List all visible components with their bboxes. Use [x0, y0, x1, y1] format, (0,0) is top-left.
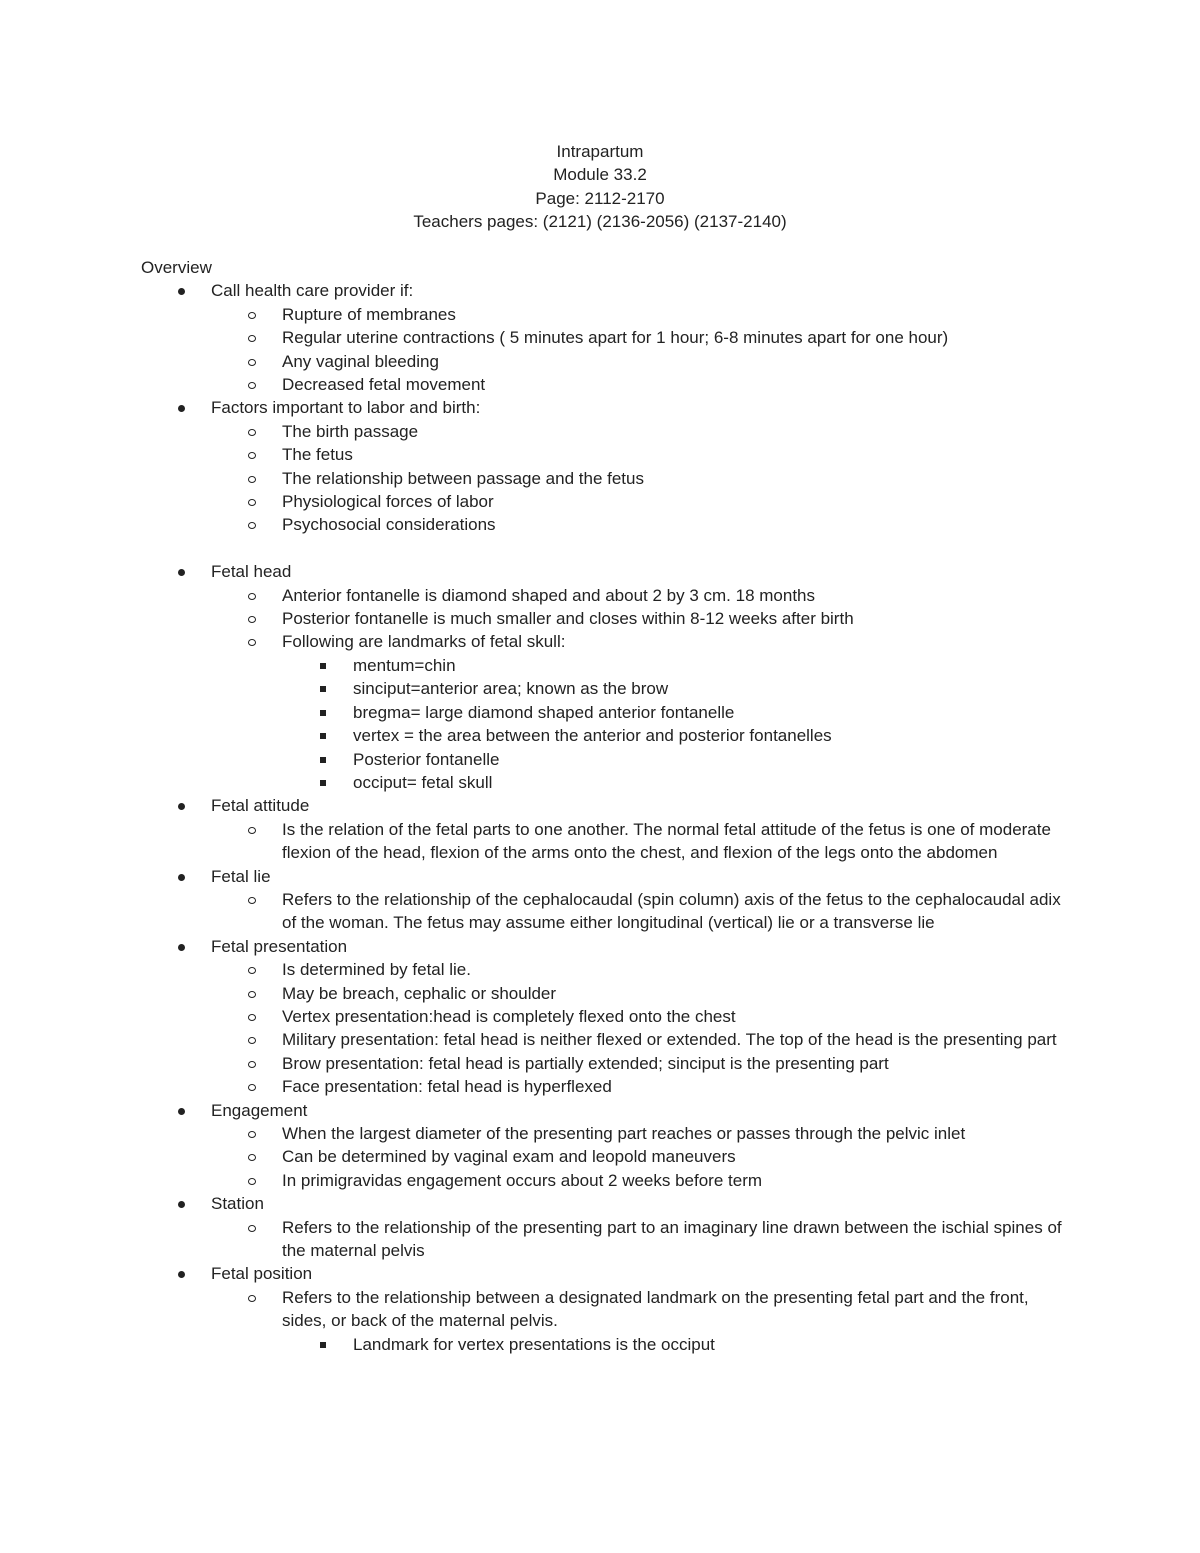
list-item [141, 935, 1071, 1099]
document-header [0, 140, 1200, 234]
list-item-text: Regular uterine contractions ( 5 minutes apart for 1 hour; 6-8 minutes apart for one hour) [282, 328, 949, 348]
circle-bullet-icon [248, 476, 256, 483]
overview-heading: Overview [141, 258, 212, 277]
square-bullet-icon [320, 1342, 326, 1348]
list-item-text: In primigravidas engagement occurs about 2 weeks before term [282, 1170, 763, 1190]
disc-bullet-icon [178, 803, 185, 810]
disc-bullet-icon [178, 405, 185, 412]
list-item [141, 560, 1071, 794]
circle-bullet-icon [248, 616, 256, 623]
disc-bullet-icon [178, 288, 185, 295]
list-item [211, 982, 1071, 1005]
sublist [211, 1216, 1071, 1263]
list-item [282, 677, 1071, 700]
module-number: Module 33.2 [553, 165, 647, 185]
list-item-text: Anterior fontanelle is diamond shaped and about 2 by 3 cm. 18 months [282, 585, 816, 605]
list-item [282, 748, 1071, 771]
list-item [282, 1333, 1071, 1356]
overview-list [141, 279, 1071, 1356]
list-item-text: Refers to the relationship of the presenting part to an imaginary line drawn between the ischial spines of the maternal pelvis [282, 1217, 1062, 1261]
sublist [211, 1286, 1071, 1356]
list-item [211, 1145, 1071, 1168]
list-item [211, 1075, 1071, 1098]
circle-bullet-icon [248, 897, 256, 904]
section-label: Station [211, 1194, 264, 1214]
circle-bullet-icon [248, 1225, 256, 1232]
document-body [141, 256, 1071, 1356]
section-label: Factors important to labor and birth: [211, 398, 481, 418]
list-item-text: mentum=chin [353, 655, 456, 675]
list-item [282, 654, 1071, 677]
list-item [211, 630, 1071, 794]
list-item [211, 584, 1071, 607]
sublist [211, 1122, 1071, 1192]
circle-bullet-icon [248, 1154, 256, 1161]
list-item [141, 1192, 1071, 1262]
list-item [141, 279, 1071, 396]
list-item [141, 1262, 1071, 1356]
list-item [282, 701, 1071, 724]
list-item [282, 724, 1071, 747]
list-item [211, 818, 1071, 865]
list-item [141, 1099, 1071, 1193]
list-item-text: Is determined by fetal lie. [282, 960, 471, 980]
list-item [211, 958, 1071, 981]
circle-bullet-icon [248, 1295, 256, 1302]
circle-bullet-icon [248, 1131, 256, 1138]
list-item-text: vertex = the area between the anterior and posterior fontanelles [353, 726, 832, 746]
list-item [211, 1286, 1071, 1356]
list-item-text: Physiological forces of labor [282, 492, 494, 512]
list-item-text: Posterior fontanelle [353, 749, 500, 769]
list-item-text: bregma= large diamond shaped anterior fontanelle [353, 702, 735, 722]
square-bullet-icon [320, 733, 326, 739]
page-range: Page: 2112-2170 [535, 188, 665, 208]
list-item-text: Psychosocial considerations [282, 515, 496, 535]
circle-bullet-icon [248, 452, 256, 459]
sublist [211, 584, 1071, 795]
circle-bullet-icon [248, 593, 256, 600]
list-item [211, 490, 1071, 513]
circle-bullet-icon [248, 1084, 256, 1091]
circle-bullet-icon [248, 1178, 256, 1185]
square-bullet-icon [320, 663, 326, 669]
sublist [211, 303, 1071, 397]
list-item [211, 420, 1071, 443]
list-item [211, 513, 1071, 536]
section-label: Fetal presentation [211, 936, 348, 956]
list-item-text: Face presentation: fetal head is hyperflexed [282, 1077, 612, 1097]
blank-line [211, 537, 1071, 560]
list-item [211, 1216, 1071, 1263]
section-label: Fetal head [211, 562, 292, 582]
section-label: Fetal lie [211, 866, 271, 886]
circle-bullet-icon [248, 967, 256, 974]
list-item-text: Decreased fetal movement [282, 375, 486, 395]
square-bullet-icon [320, 710, 326, 716]
sublist [211, 888, 1071, 935]
circle-bullet-icon [248, 991, 256, 998]
list-item-text: Brow presentation: fetal head is partially extended; sinciput is the presenting part [282, 1053, 889, 1073]
list-item-text: Can be determined by vaginal exam and leopold maneuvers [282, 1147, 736, 1167]
list-item [211, 443, 1071, 466]
sublist [211, 818, 1071, 865]
disc-bullet-icon [178, 1201, 185, 1208]
circle-bullet-icon [248, 429, 256, 436]
circle-bullet-icon [248, 382, 256, 389]
list-item [211, 1052, 1071, 1075]
list-item-text: Vertex presentation:head is completely flexed onto the chest [282, 1006, 736, 1026]
sublist [282, 1333, 1071, 1356]
list-item-text: Landmark for vertex presentations is the occiput [353, 1334, 715, 1354]
circle-bullet-icon [248, 1037, 256, 1044]
circle-bullet-icon [248, 499, 256, 506]
list-item-text: Any vaginal bleeding [282, 351, 439, 371]
list-item [211, 373, 1071, 396]
document-title: Intrapartum [556, 142, 644, 161]
disc-bullet-icon [178, 1108, 185, 1115]
list-item-text: May be breach, cephalic or shoulder [282, 983, 557, 1003]
circle-bullet-icon [248, 522, 256, 529]
section-label: Fetal attitude [211, 796, 310, 816]
list-item-text: When the largest diameter of the presenting part reaches or passes through the pelvic inlet [282, 1124, 966, 1143]
disc-bullet-icon [178, 874, 185, 881]
list-item [141, 865, 1071, 935]
list-item [282, 771, 1071, 794]
square-bullet-icon [320, 780, 326, 786]
sublist [211, 420, 1071, 537]
circle-bullet-icon [248, 335, 256, 342]
sublist [211, 958, 1071, 1098]
list-item-text: Refers to the relationship of the cephalocaudal (spin column) axis of the fetus to the cephalocaudal adix of the woman. The fetus may assume either longitudinal (vertical) lie or a transverse lie [282, 889, 1061, 933]
list-item-text: sinciput=anterior area; known as the brow [353, 679, 669, 699]
disc-bullet-icon [178, 569, 185, 576]
list-item-text: Following are landmarks of fetal skull: [282, 632, 566, 652]
list-item-text: Posterior fontanelle is much smaller and closes within 8-12 weeks after birth [282, 609, 854, 629]
circle-bullet-icon [248, 827, 256, 834]
list-item [211, 1028, 1071, 1051]
section-label: Fetal position [211, 1264, 313, 1284]
section-label: Call health care provider if: [211, 281, 414, 301]
list-item-text: The fetus [282, 445, 353, 465]
list-item-text: Military presentation: fetal head is neither flexed or extended. The top of the head is the presenting part [282, 1030, 1057, 1050]
teachers-pages: Teachers pages: (2121) (2136-2056) (2137-2140) [413, 212, 787, 232]
list-item [211, 888, 1071, 935]
list-item-text: Is the relation of the fetal parts to one another. The normal fetal attitude of the fetus is one of moderate flexion of the head, flexion of the arms onto the chest, and flexion of the legs onto the abdomen [282, 819, 1051, 863]
sublist [282, 654, 1071, 794]
list-item [211, 326, 1071, 349]
square-bullet-icon [320, 686, 326, 692]
section-label: Engagement [211, 1100, 308, 1120]
list-item [211, 467, 1071, 490]
list-item-text: Rupture of membranes [282, 304, 456, 324]
list-item [211, 350, 1071, 373]
list-item [141, 794, 1071, 864]
list-item-text: The birth passage [282, 421, 419, 441]
circle-bullet-icon [248, 639, 256, 646]
list-item-text: The relationship between passage and the fetus [282, 468, 644, 488]
circle-bullet-icon [248, 359, 256, 366]
list-item-text: Refers to the relationship between a designated landmark on the presenting fetal part and the front, sides, or back of the maternal pelvis. [282, 1287, 1029, 1331]
list-item [211, 1005, 1071, 1028]
circle-bullet-icon [248, 1014, 256, 1021]
list-item [211, 303, 1071, 326]
square-bullet-icon [320, 757, 326, 763]
list-item [141, 396, 1071, 560]
list-item [211, 1169, 1071, 1192]
list-item-text: occiput= fetal skull [353, 772, 493, 792]
circle-bullet-icon [248, 312, 256, 319]
circle-bullet-icon [248, 1061, 256, 1068]
list-item [211, 607, 1071, 630]
disc-bullet-icon [178, 1271, 185, 1278]
disc-bullet-icon [178, 944, 185, 951]
list-item [211, 1122, 1071, 1145]
